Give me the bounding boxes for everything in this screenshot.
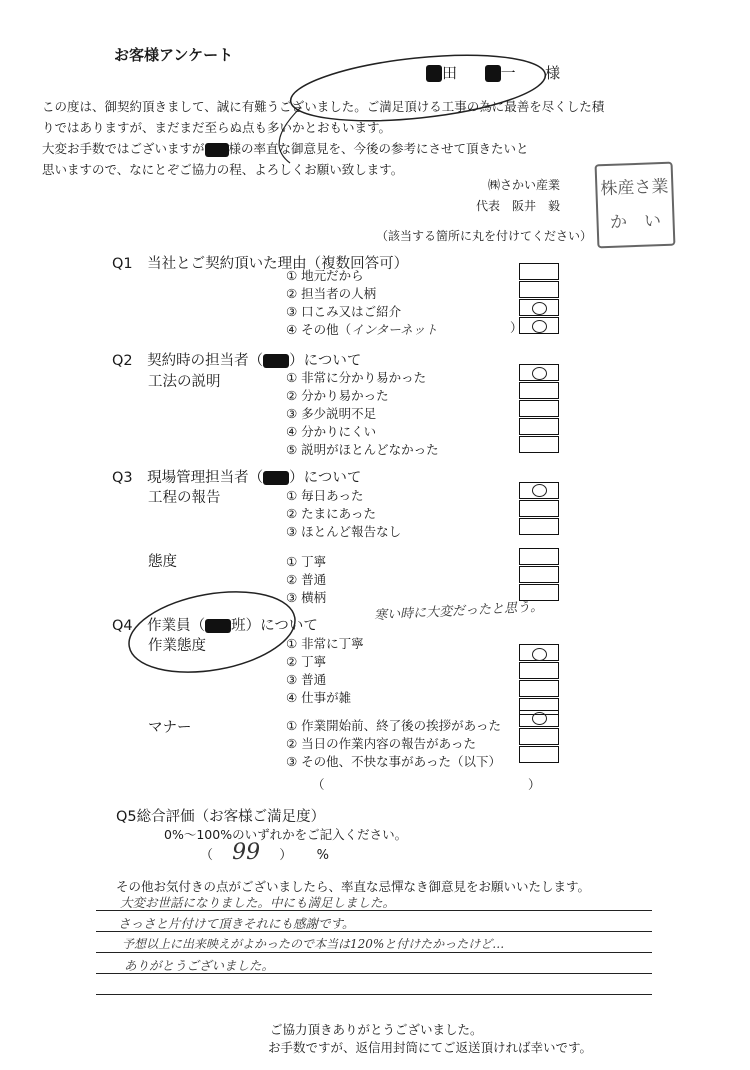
footer-line-1: ご協力頂きありがとうございました。: [270, 1022, 483, 1037]
q3-report-option-2: ② たまにあった: [286, 506, 377, 521]
q5-unit: %: [316, 848, 329, 863]
q2-label-a: Q2 契約時の担当者（: [112, 353, 264, 369]
q2-circle-mark-1: [532, 367, 547, 380]
q2-checkbox-2[interactable]: [519, 382, 559, 399]
q4-label: [112, 614, 318, 635]
sender-company: ㈱さかい産業: [488, 178, 561, 192]
footer-line-2: お手数ですが、返信用封筒にてご返送頂ければ幸いです。: [268, 1040, 593, 1055]
q3-report-option-1: ① 毎日あった: [286, 488, 364, 503]
redacted-q2-name: [263, 354, 289, 368]
instruction: （該当する箇所に丸を付けてください）: [376, 229, 593, 243]
q4-handwritten-comment: 寒い時に大変だったと思う。: [373, 599, 544, 624]
q4-label-b: 班）について: [231, 618, 318, 634]
q4-attitude-checkbox-2[interactable]: [519, 662, 559, 679]
q1-circle-mark-3: [532, 302, 547, 315]
seal-char-4: い: [643, 211, 662, 232]
intro-line-3-b: 様の率直な御意見を、今後の参考にさせて頂きたいと: [228, 141, 529, 156]
q4-attitude-checkbox-3[interactable]: [519, 680, 559, 697]
q2-label-b: ）について: [289, 353, 362, 369]
q4-attitude-option-4: ④ 仕事が雑: [286, 690, 352, 705]
redacted-name: [205, 143, 229, 157]
surname-text: 田: [442, 64, 458, 82]
honorific-text: 様: [545, 64, 561, 82]
q3-attitude-checkbox-1[interactable]: [519, 548, 559, 565]
q3-label-b: ）について: [289, 470, 362, 486]
q2-option-2: ② 分かり易かった: [286, 388, 389, 403]
q4-sub-attitude: 作業態度: [148, 638, 206, 654]
q3-report-option-3: ③ ほとんど報告なし: [286, 524, 402, 539]
q4-attitude-option-2: ② 丁寧: [286, 654, 327, 669]
q1-checkbox-1[interactable]: [519, 263, 559, 280]
q2-option-4: ④ 分かりにくい: [286, 424, 377, 439]
intro-line-4: 思いますので、なにとぞご協力の程、よろしくお願い致します。: [42, 162, 404, 177]
intro-line-3-a: 大変お手数ではございますが: [42, 141, 205, 156]
q3-sub-attitude: 態度: [148, 554, 177, 570]
q1-option-3: ③ 口こみ又はご紹介: [286, 304, 402, 319]
q5-paren-open: （: [200, 848, 214, 863]
q2-option-1: ① 非常に分かり易かった: [286, 370, 427, 385]
q1-other-answer: インターネット: [351, 322, 438, 337]
q3-attitude-option-2: ② 普通: [286, 572, 327, 587]
q2-label: [112, 349, 361, 370]
comment-line-4: ありがとうございました。: [124, 958, 275, 973]
q4-manner-option-2: ② 当日の作業内容の報告があった: [286, 736, 477, 751]
q1-option-2: ② 担当者の人柄: [286, 286, 377, 301]
intro-line-3: [42, 139, 529, 157]
q4-manner-option-3: ③ その他、不快な事があった（以下）: [286, 754, 502, 769]
q4-sub-manner: マナー: [148, 720, 192, 736]
q3-label: [112, 466, 361, 487]
q1-option-4: [286, 320, 438, 338]
comment-line-1: 大変お世話になりました。中にも満足しました。: [120, 895, 396, 910]
comments-prompt: その他お気付きの点がございましたら、率直な忌憚なき御意見をお願いいたします。: [116, 879, 591, 894]
q3-sub-report: 工程の報告: [148, 490, 221, 506]
sender-rep: 代表 阪井 毅: [476, 199, 561, 213]
q5-answer[interactable]: [200, 840, 329, 865]
q4-other-paren-open: （: [312, 777, 325, 792]
q4-attitude-option-1: ① 非常に丁寧: [286, 636, 364, 651]
q5-label: Q5総合評価（お客様ご満足度）: [116, 809, 326, 825]
comment-line-3: 予想以上に出来映えがよかったので本当は120%と付けたかったけど…: [122, 937, 505, 951]
seal-char-1: 株産: [600, 178, 635, 200]
q4-manner-option-1: ① 作業開始前、終了後の挨拶があった: [286, 718, 502, 733]
q1-option-4-label: ④ その他（: [286, 322, 352, 337]
q2-checkbox-5[interactable]: [519, 436, 559, 453]
q2-sub: 工法の説明: [148, 374, 221, 390]
q2-option-3: ③ 多少説明不足: [286, 406, 377, 421]
comment-rule-5: [96, 994, 652, 995]
q4-other-paren-close: ）: [528, 777, 541, 792]
q5-instruction: 0%～100%のいずれかをご記入ください。: [164, 827, 408, 842]
q4-manner-circle-mark-1: [532, 712, 547, 725]
seal-char-3: か: [609, 212, 628, 233]
redacted-q3-name: [263, 471, 289, 485]
q2-checkbox-3[interactable]: [519, 400, 559, 417]
given-name-text: 一: [500, 64, 516, 82]
q2-checkbox-4[interactable]: [519, 418, 559, 435]
redacted-given-name: [485, 65, 501, 82]
q1-label: Q1 当社とご契約頂いた理由（複数回答可）: [112, 256, 409, 272]
q1-option-1: ① 地元だから: [286, 268, 364, 283]
q4-manner-checkbox-2[interactable]: [519, 728, 559, 745]
q3-report-checkbox-3[interactable]: [519, 518, 559, 535]
intro-line-1: この度は、御契約頂きまして、誠に有難うございました。ご満足頂ける工事の為に最善を尽くした積: [42, 99, 605, 114]
q3-label-a: Q3 現場管理担当者（: [112, 470, 264, 486]
intro-line-2: りではありますが、まだまだ至らぬ点も多いかとおもいます。: [42, 120, 392, 135]
q3-attitude-option-3: ③ 横柄: [286, 590, 327, 605]
customer-name: [426, 62, 560, 83]
q5-value: 99: [232, 840, 261, 865]
q4-attitude-circle-mark-1: [532, 648, 547, 661]
comment-rule-3: [96, 952, 652, 953]
q4-label-a: Q4 作業員（: [112, 618, 206, 634]
q3-attitude-checkbox-2[interactable]: [519, 566, 559, 583]
q3-report-checkbox-2[interactable]: [519, 500, 559, 517]
form-title: お客様アンケート: [114, 46, 234, 64]
q1-checkbox-2[interactable]: [519, 281, 559, 298]
q3-report-circle-mark-1: [532, 484, 547, 497]
q3-attitude-option-1: ① 丁寧: [286, 554, 327, 569]
redacted-q4-name: [205, 619, 231, 633]
q1-other-close: ）: [510, 320, 523, 335]
q4-manner-checkbox-3[interactable]: [519, 746, 559, 763]
company-seal: [595, 162, 676, 249]
q4-attitude-option-3: ③ 普通: [286, 672, 327, 687]
seal-char-2: さ業: [634, 176, 669, 199]
q1-circle-mark-4: [532, 320, 547, 333]
redacted-surname: [426, 65, 442, 82]
comment-line-2: さっさと片付けて頂きそれにも感謝です。: [118, 916, 355, 931]
q2-option-5: ⑤ 説明がほとんどなかった: [286, 442, 439, 457]
q5-paren-close: ）: [279, 848, 293, 863]
